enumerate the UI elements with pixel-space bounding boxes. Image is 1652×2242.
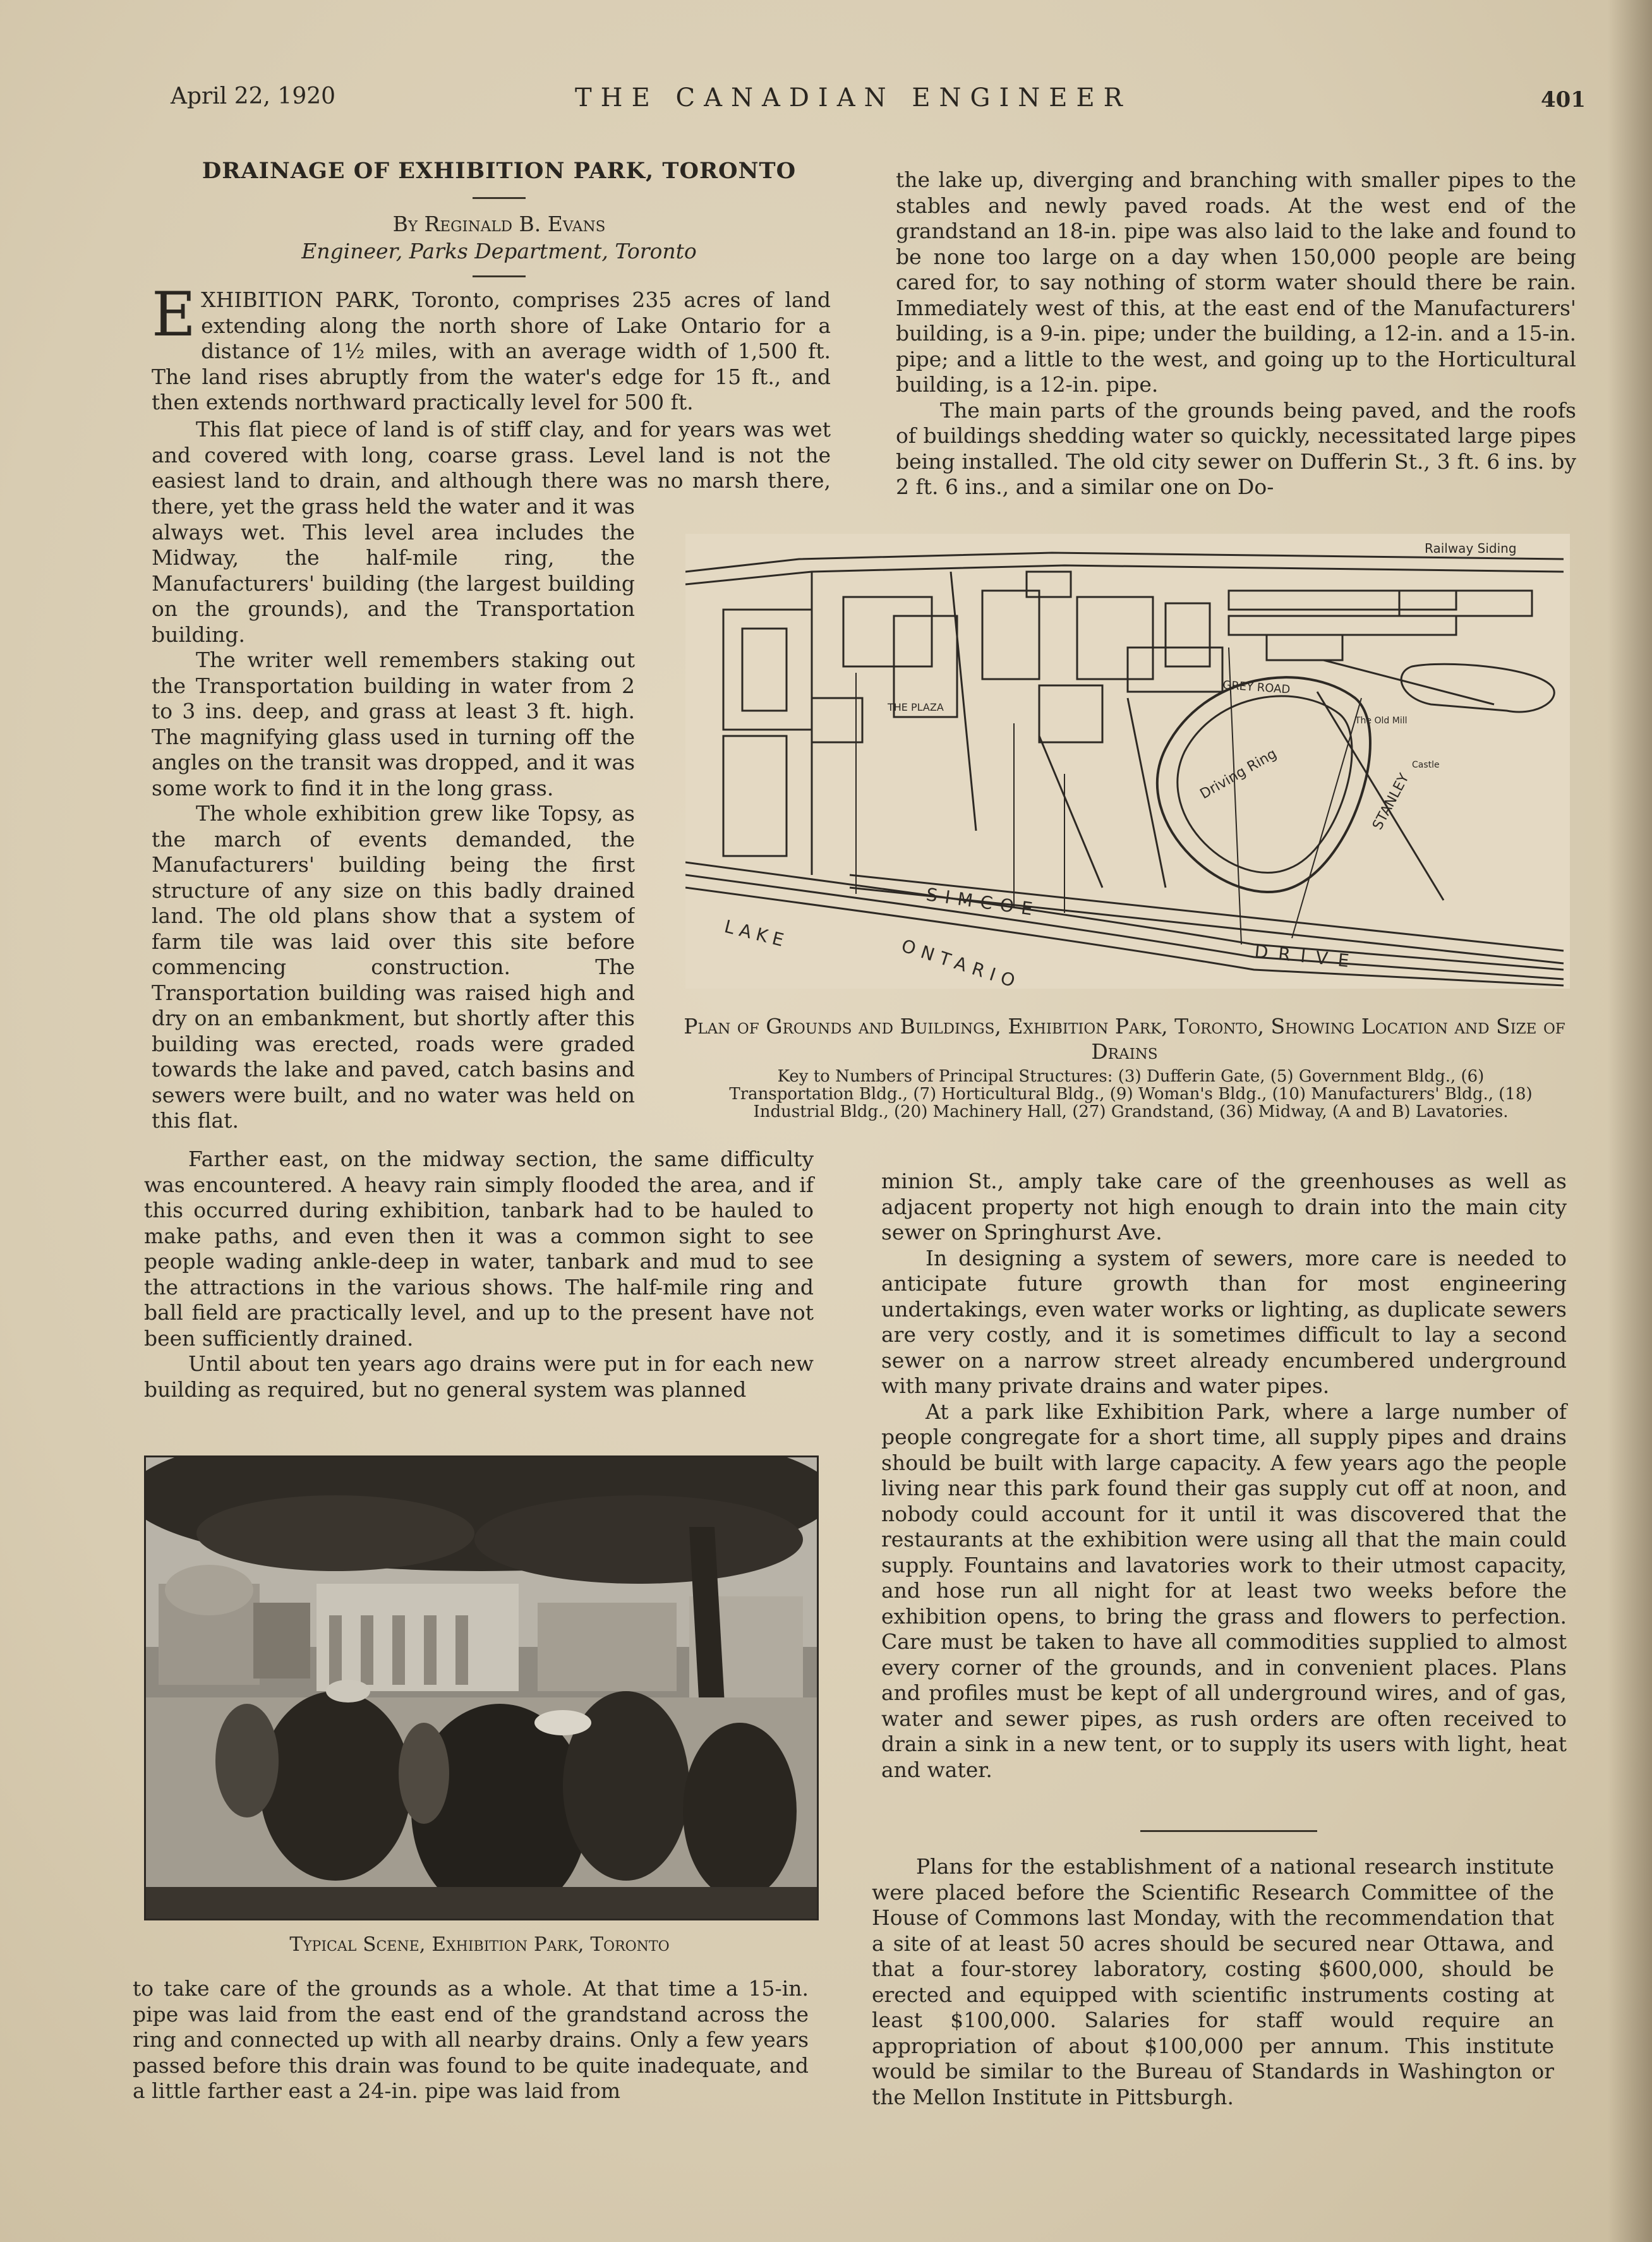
journal-name: THE CANADIAN ENGINEER xyxy=(575,83,1131,112)
title-rule xyxy=(473,197,526,199)
left-column-bottom xyxy=(144,1147,814,1402)
typical-scene-photo xyxy=(144,1455,819,1920)
map-label-ontario: ONTARIO xyxy=(898,935,1024,989)
news-item xyxy=(872,1854,1554,2110)
paragraph-2-continued: there, yet the grass held the water and it was always wet. This level area includes the Midway, the half-mile ring, the Manufacturers' building (the largest building on the grounds), and the Transportation building. xyxy=(152,494,635,647)
paragraph-r5: At a park like Exhibition Park, where a large number of people congregate for a short time, all supply pipes and drains should be built with large capacity. A few years ago the people living near this park found their gas supply cut off at noon, and nobody could account for it until it was discovered that the restaurants at the exhibition were using all that the main could supply. Fountains and lavatories work to their utmost capacity, and hose run all night for at least two weeks before the exhibition opens, to bring the grass and flowers to perfection. Care must be taken to have all commodities supplied to almost every corner of the grounds, and in convenient places. Plans and profiles must be kept of all underground wires, and of gas, water and sewer pipes, as rush orders are often received to drain a sink in a new tent, or to supply its users with light, heat and water. xyxy=(881,1399,1567,1782)
paragraph-1-text: XHIBITION PARK, Toronto, comprises 235 acres of land extending along the north shore of Lake Ontario for a distance of 1½ miles, with an average width of 1,500 ft. The land rises abruptly from the water's edge for 15 ft., and then extends northward practically level for 500 ft. xyxy=(152,287,831,414)
paragraph-r2: The main parts of the grounds being paved, and the roofs of buildings shedding water so quickly, necessitated large pipes being installed. The old city sewer on Dufferin St., 3 ft. 6 ins. by 2 ft. 6 ins., and a similar one on Do- xyxy=(896,397,1576,499)
map-label-stanley: STANLEY xyxy=(1370,771,1413,833)
map-label-old-mill: The Old Mill xyxy=(1355,716,1408,726)
paragraph-1 xyxy=(152,279,831,416)
left-column-narrow-text xyxy=(152,494,635,1148)
page-number: 401 xyxy=(1541,87,1586,112)
map-caption-title: Plan of Grounds and Buildings, Exhibition Park, Toronto, Showing Location and Size of Drains xyxy=(684,1014,1565,1064)
paragraph-4: The whole exhibition grew like Topsy, as the march of events demanded, the Manufacturers' building being the first structure of any size on this badly drained land. The old plans show that a system of farm tile was laid over this site before commencing construction. The Transportation building was raised high and dry on an embankment, but shortly after this building was erected, roads were graded towards the lake and paved, catch basins and sewers were built, and no water was held on this flat. xyxy=(152,801,635,1133)
news-item-text: Plans for the establishment of a national research institute were placed before the Scientific Research Committee of the House of Commons last Monday, with the recommendation that a site of at least 50 acres should be secured near Ottawa, and that a four-storey laboratory, costing $600,000, should be erected and equipped with scientific instruments costing at least $100,000. Salaries for staff would require an appropriation of about $100,000 per annum. This institute would be similar to the Bureau of Standards in Washington or the Mellon Institute in Pittsburgh. xyxy=(872,1854,1554,2109)
author-affiliation: Engineer, Parks Department, Toronto xyxy=(301,239,697,263)
paragraph-3: The writer well remembers staking out the Transportation building in water from 2 to 3 ins. deep, and grass at least 3 ft. high. The magnifying glass used in turning off the angles on the transit was dropped, and it was some work to find it in the long grass. xyxy=(152,648,635,800)
map-label-grey-road: GREY ROAD xyxy=(1222,678,1291,697)
left-column-final xyxy=(133,1976,809,2104)
paragraph-6: Until about ten years ago drains were put in for each new building as required, but no general system was planned xyxy=(144,1351,814,1402)
issue-date: April 22, 1920 xyxy=(171,83,336,109)
map-caption-key: Key to Numbers of Principal Structures: (3) Dufferin Gate, (5) Government Bldg., (6) Transportation Bldg., (7) Horticultural Bldg., (9) Woman's Bldg., (10) Manufacturers' Bldg., (18) Industrial Bldg., (20) Machinery Hall, (27) Grandstand, (36) Midway, (A and B) Lavatories. xyxy=(729,1067,1533,1121)
drop-cap: E xyxy=(152,279,196,350)
exhibition-park-plan-map xyxy=(685,534,1570,989)
photo-caption: Typical Scene, Exhibition Park, Toronto xyxy=(289,1933,670,1956)
map-label-castle: Castle xyxy=(1412,760,1440,770)
paragraph-r1: the lake up, diverging and branching with smaller pipes to the stables and newly paved roads. At the west end of the grandstand an 18-in. pipe was also laid to the lake and found to be none too large on a day when 150,000 people are being cared for, to say nothing of storm water should there be rain. Immediately west of this, at the east end of the Manufacturers' building, is a 9-in. pipe; under the building, a 12-in. and a 15-in. pipe; and a little to the west, and going up to the Horticultural building, is a 12-in. pipe. xyxy=(896,167,1576,397)
left-column-top xyxy=(152,279,831,416)
paragraph-2: This flat piece of land is of stiff clay, and for years was wet and covered with long, coarse grass. Level land is not the easiest land to drain, and although there was no marsh there, xyxy=(152,417,831,493)
section-rule xyxy=(1140,1830,1317,1832)
right-column-top xyxy=(896,167,1576,500)
map-label-railway: Railway Siding xyxy=(1425,541,1517,556)
running-header xyxy=(171,83,1586,121)
paragraph-7: to take care of the grounds as a whole. At that time a 15-in. pipe was laid from the east end of the grandstand across the ring and connected up with all nearby drains. Only a few years passed before this drain was found to be quite inadequate, and a little farther east a 24-in. pipe was laid from xyxy=(133,1976,809,2103)
paragraph-r3: minion St., amply take care of the greenhouses as well as adjacent property not high enough to drain into the main city sewer on Springhurst Ave. xyxy=(881,1169,1567,1245)
author-byline: By Reginald B. Evans xyxy=(392,212,606,236)
map-label-plaza: THE PLAZA xyxy=(888,701,944,713)
map-label-driving-ring: Driving Ring xyxy=(1197,745,1280,803)
map-label-lake: LAKE xyxy=(722,915,791,952)
map-label-drive: DRIVE xyxy=(1253,941,1360,973)
paragraph-5: Farther east, on the midway section, the same difficulty was encountered. A heavy rain simply flooded the area, and if this occurred during exhibition, tanbark had to be hauled to make paths, and even then it was a common sight to see people wading ankle-deep in water, tanbark and mud to see the attractions in the various shows. The half-mile ring and ball field are practically level, and up to the present have not been sufficiently drained. xyxy=(144,1147,814,1351)
byline-rule xyxy=(473,275,526,277)
left-column-p2-wide xyxy=(152,417,831,494)
article-title: DRAINAGE OF EXHIBITION PARK, TORONTO xyxy=(202,158,797,184)
binding-shadow xyxy=(1608,0,1652,2242)
map-label-simcoe: SIMCOE xyxy=(925,884,1042,921)
right-column-bottom xyxy=(881,1169,1567,1783)
paragraph-r4: In designing a system of sewers, more care is needed to anticipate future growth than for most engineering undertakings, even water works or lighting, as duplicate sewers are very costly, and it is sometimes difficult to lay a second sewer on a narrow street already encumbered underground with many private drains and water pipes. xyxy=(881,1245,1567,1398)
